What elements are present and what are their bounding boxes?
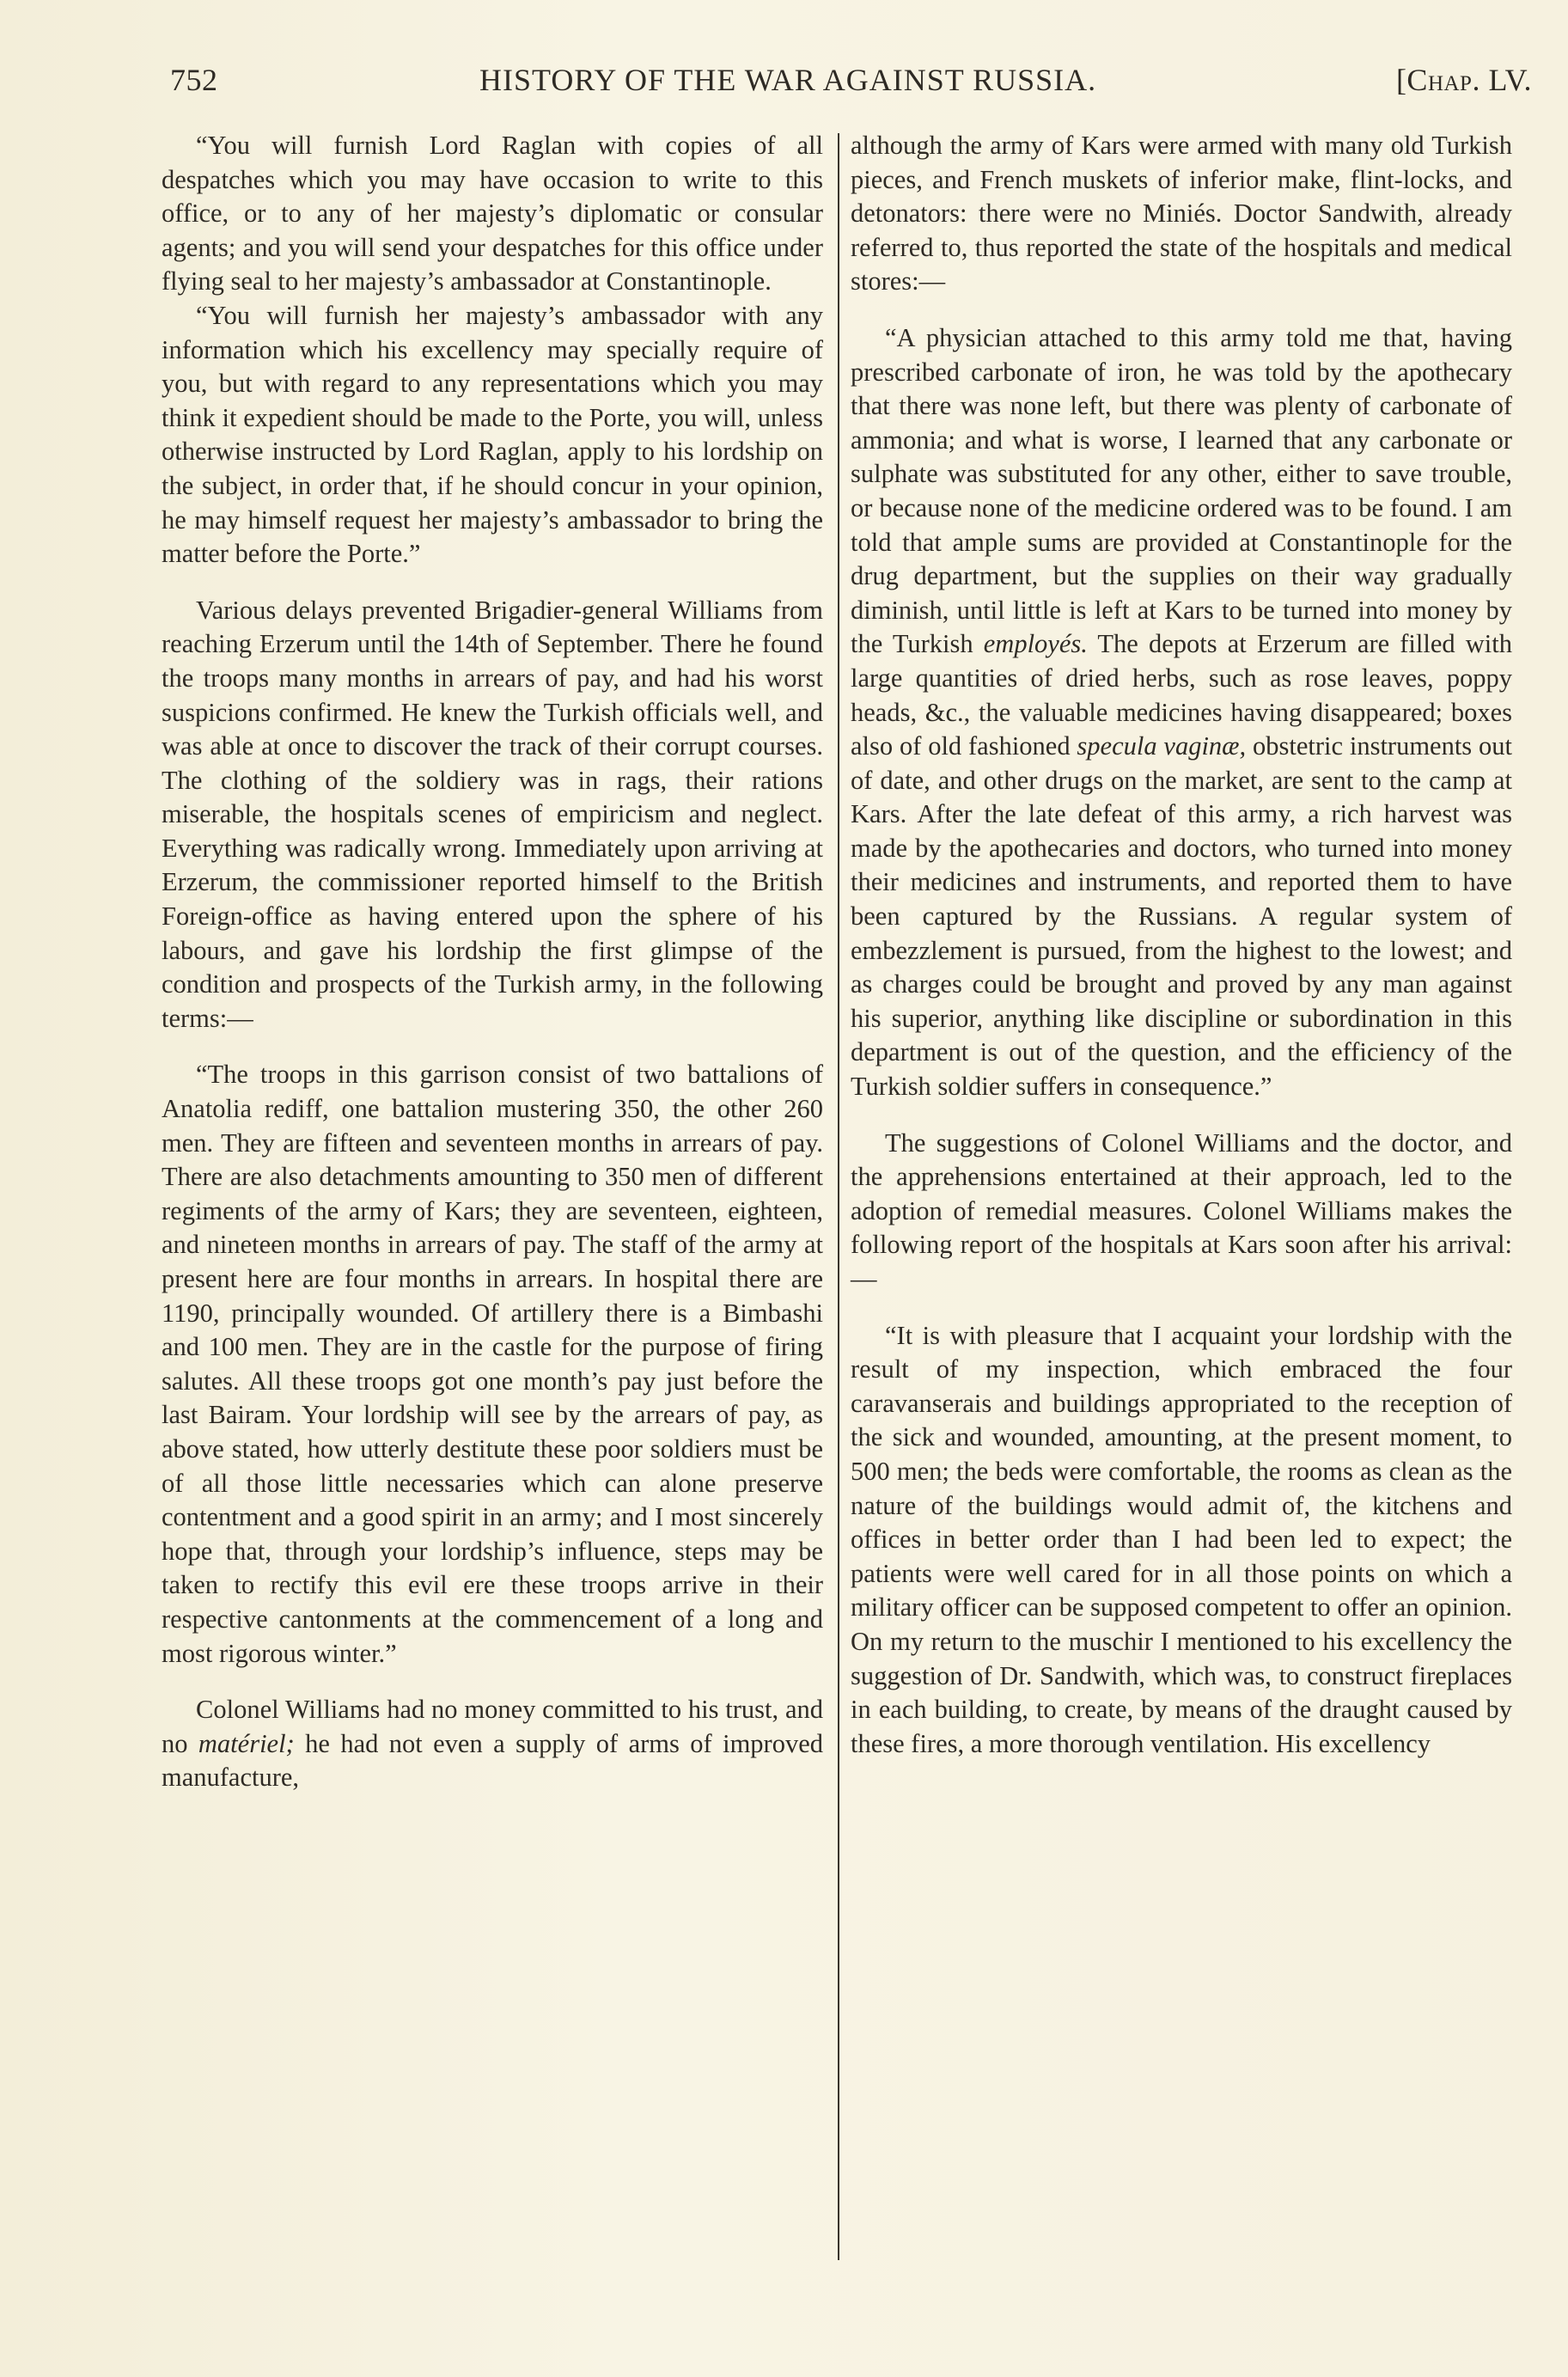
paragraph-gap (851, 299, 1512, 321)
text-run: obstetric instruments out of date, and other drugs on the market, are sent to the camp at Kars. After the late defeat of this army, a rich harvest was made by the apothecaries and doctors, who turned into money their medicines and instruments, and reported them to have been captured by the Russians. A regular system of embezzlement is pursued, from the highest to the lowest; and as charges could be brought and proved by any man against his superior, anything like discipline or subordination in this department is out of the question, and the efficiency of the Turkish soldier suffers in consequence.” (851, 731, 1512, 1102)
continued-paragraph-arms: although the army of Kars were armed with many old Turkish pieces, and French muskets of inferior make, flint-locks, and detonators: there were no Miniés. Doctor Sandwith, already referred to, thus reported the state of the hospitals and medical stores:— (851, 131, 1512, 296)
left-column (162, 129, 823, 1795)
text-run: Colonel Williams had no money committed to his trust, and no (162, 1695, 823, 1758)
chapter-reference: [Chap. LV. (1395, 63, 1532, 97)
right-column (851, 129, 1512, 1761)
italic-term-employes: employés. (983, 629, 1088, 659)
paragraph-gap (162, 1671, 823, 1693)
book-title: HISTORY OF THE WAR AGAINST RUSSIA. (479, 63, 1097, 97)
italic-term-materiel: matériel; (198, 1728, 295, 1758)
narrative-paragraph-materiel (162, 1693, 823, 1795)
quoted-physician-report (851, 321, 1512, 1104)
running-head (170, 62, 1532, 105)
quoted-instructions-paragraph: “You will furnish Lord Raglan with copies of all despatches which you may have occasion to write to this office, or to any of her majesty’s diplomatic or consular agents; and you will send your despatches for this office under flying seal to her majesty’s ambassador at Constantinople. (162, 131, 823, 296)
quoted-hospital-inspection: “It is with pleasure that I acquaint your lordship with the result of my inspection, which embraced the four caravanserais and buildings appropriated to the reception of the sick and wounded, amounting, at the present moment, to 500 men; the beds were comfortable, the rooms as clean as the nature of the buildings would admit of, the kitchens and offices in better order than I had been led to expect; the patients were well cared for in all those points on which a military officer can be supposed competent to offer an opinion. On my return to the muschir I mentioned to his excellency the suggestion of Dr. Sandwith, which was, to construct fireplaces in each building, to create, by means of the draught caused by these fires, a more thorough ventilation. His excellency (851, 1320, 1512, 1758)
text-run: The depots at Erzerum are filled with large quantities of dried herbs, such as rose leaves, poppy heads, &c., the valuable medicines having disappeared; boxes also of old fashioned (851, 629, 1512, 761)
narrative-paragraph-remedial: The suggestions of Colonel Williams and the doctor, and the apprehensions entertained at their approach, led to the adoption of remedial measures. Colonel Williams makes the following report of the hospitals at Kars soon after his arrival:— (851, 1127, 1512, 1293)
quoted-garrison-report: “The troops in this garrison consist of two battalions of Anatolia rediff, one battalion mustering 350, the other 260 men. They are fifteen and seventeen months in arrears of pay. There are also detachments amounting to 350 men of different regiments of the army of Kars; they are seventeen, eighteen, and nineteen months in arrears of pay. The staff of the army at present here are four months in arrears. In hospital there are 1190, principally wounded. Of artillery there is a Bimbashi and 100 men. They are in the castle for the purpose of firing salutes. All these troops got one month’s pay just before the last Bairam. Your lordship will see by the arrears of pay, as above stated, how utterly destitute these poor soldiers must be of all those little necessaries which can alone preserve contentment and a good spirit in an army; and I most sincerely hope that, through your lordship’s influence, steps may be taken to rectify this evil ere these troops arrive in their respective cantonments at the commencement of a long and most rigorous winter.” (162, 1060, 823, 1668)
paragraph-gap (851, 1297, 1512, 1319)
text-run: “A physician attached to this army told me that, having prescribed carbonate of iron, he was told by the apothecary that there was none left, but there was plenty of carbonate of ammonia; and what is worse, I learned that any carbonate or sulphate was substituted for any other, either to save trouble, or because none of the medicine ordered was to be found. I am told that ample sums are provided at Constantinople for the drug department, but the supplies on their way gradually diminish, until little is left at Kars to be turned into money by the Turkish (851, 322, 1512, 659)
paragraph-gap (162, 571, 823, 594)
page-number: 752 (170, 63, 218, 97)
quoted-ambassador-paragraph: “You will furnish her majesty’s ambassador with any information which his excellency may specially require of you, but with regard to any representations which you may think it expedient should be made to the Porte, you will, unless otherwise instructed by Lord Raglan, apply to his lordship on the subject, in order that, if he should concur in your opinion, he may himself request her majesty’s ambassador to bring the matter before the Porte.” (162, 300, 823, 569)
narrative-paragraph-erzerum: Various delays prevented Brigadier-general Williams from reaching Erzerum until the 14th of September. There he found the troops many months in arrears of pay, and had his worst suspicions confirmed. He knew the Turkish officials well, and was able at once to discover the track of their corrupt courses. The clothing of the soldiery was in rags, their rations miserable, the hospitals scenes of empiricism and neglect. Everything was radically wrong. Immediately upon arriving at Erzerum, the commissioner reported himself to the British Foreign-office as having entered upon the sphere of his labours, and gave his lordship the first glimpse of the condition and prospects of the Turkish army, in the following terms:— (162, 595, 823, 1033)
paragraph-gap (851, 1104, 1512, 1127)
paragraph-gap (162, 1036, 823, 1058)
italic-term-specula: specula vaginæ, (1077, 731, 1247, 761)
column-divider (838, 133, 839, 2260)
text-run: he had not even a supply of arms of improved manufacture, (162, 1728, 823, 1793)
